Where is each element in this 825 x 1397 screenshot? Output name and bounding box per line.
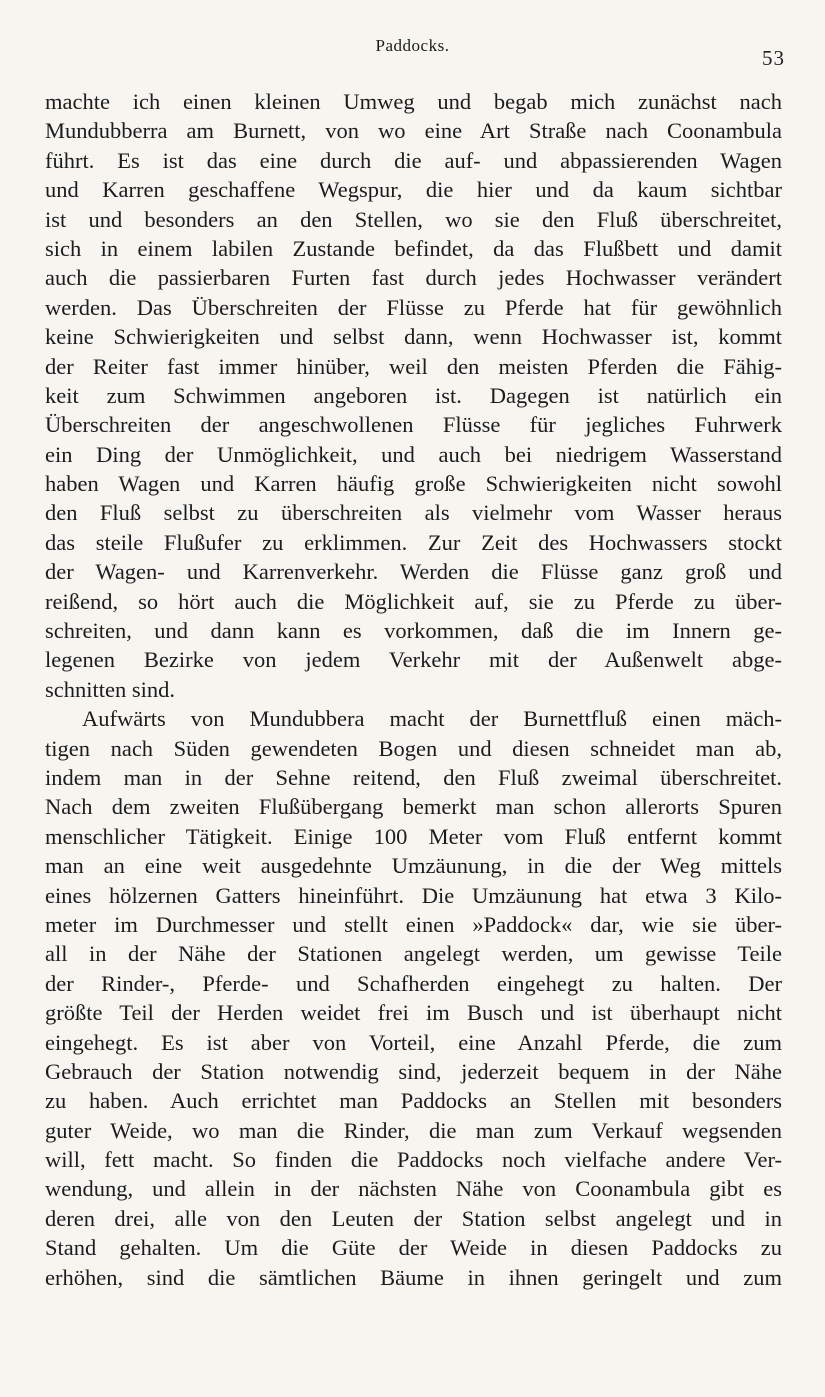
text-line: deren drei, alle von den Leuten der Station selbst angelegt und in <box>45 1205 782 1231</box>
text-line: schnitten sind. <box>45 676 175 702</box>
text-line: wendung, und allein in der nächsten Nähe von Coonambula gibt es <box>45 1176 782 1202</box>
text-line: ein Ding der Unmöglichkeit, und auch bei niedrigem Wasserstand <box>45 441 782 467</box>
text-line: reißend, so hört auch die Möglichkeit auf, sie zu Pferde zu über- <box>45 588 782 614</box>
text-line: Nach dem zweiten Flußübergang bemerkt man schon allerorts Spuren <box>45 794 782 820</box>
text-line: legenen Bezirke von jedem Verkehr mit der Außenwelt abge- <box>45 647 782 673</box>
text-line: man an eine weit ausgedehnte Umzäunung, in die der Weg mittels <box>45 853 782 879</box>
text-line: keine Schwierigkeiten und selbst dann, wenn Hochwasser ist, kommt <box>45 324 782 350</box>
text-line: schreiten, und dann kann es vorkommen, daß die im Innern ge- <box>45 618 782 644</box>
text-line: führt. Es ist das eine durch die auf- und abpassierenden Wagen <box>45 147 782 173</box>
text-line: haben Wagen und Karren häufig große Schwierigkeiten nicht sowohl <box>45 471 782 497</box>
running-title: Paddocks. <box>375 36 450 55</box>
text-line: eines hölzernen Gatters hineinführt. Die Umzäunung hat etwa 3 Kilo- <box>45 882 782 908</box>
text-line: eingehegt. Es ist aber von Vorteil, eine Anzahl Pferde, die zum <box>45 1029 782 1055</box>
paragraph-1 <box>45 87 782 704</box>
text-line: Gebrauch der Station notwendig sind, jederzeit bequem in der Nähe <box>45 1058 782 1084</box>
text-line: der Reiter fast immer hinüber, weil den meisten Pferden die Fähig- <box>45 353 782 379</box>
text-line: keit zum Schwimmen angeboren ist. Dagegen ist natürlich ein <box>45 382 782 408</box>
running-head <box>0 36 825 70</box>
page-number: 53 <box>762 46 785 70</box>
text-line: den Fluß selbst zu überschreiten als vielmehr vom Wasser heraus <box>45 500 782 526</box>
text-line: der Rinder-, Pferde- und Schafherden eingehegt zu halten. Der <box>45 970 782 996</box>
text-line: indem man in der Sehne reitend, den Fluß zweimal überschreitet. <box>45 764 782 790</box>
text-line: machte ich einen kleinen Umweg und begab mich zunächst nach <box>45 89 782 114</box>
text-line: und Karren geschaffene Wegspur, die hier und da kaum sichtbar <box>45 177 782 203</box>
text-line: zu haben. Auch errichtet man Paddocks an Stellen mit besonders <box>45 1088 782 1114</box>
text-line: sich in einem labilen Zustande befindet, da das Flußbett und damit <box>45 235 782 261</box>
text-line: guter Weide, wo man die Rinder, die man zum Verkauf wegsenden <box>45 1117 782 1143</box>
text-line: menschlicher Tätigkeit. Einige 100 Meter vom Fluß entfernt kommt <box>45 823 782 849</box>
text-line: werden. Das Überschreiten der Flüsse zu Pferde hat für gewöhnlich <box>45 294 782 320</box>
text-line: auch die passierbaren Furten fast durch jedes Hochwasser verändert <box>45 265 782 291</box>
text-line: größte Teil der Herden weidet frei im Busch und ist überhaupt nicht <box>45 1000 782 1026</box>
text-line: Überschreiten der angeschwollenen Flüsse für jegliches Fuhrwerk <box>45 412 782 438</box>
text-line: der Wagen- und Karrenverkehr. Werden die Flüsse ganz groß und <box>45 559 782 585</box>
body-text <box>45 87 782 1292</box>
text-line: tigen nach Süden gewendeten Bogen und diesen schneidet man ab, <box>45 735 782 761</box>
text-line: Aufwärts von Mundubbera macht der Burnettfluß einen mäch- <box>82 706 782 732</box>
text-line: Mundubberra am Burnett, von wo eine Art Straße nach Coonambula <box>45 118 782 144</box>
text-line: Stand gehalten. Um die Güte der Weide in diesen Paddocks zu <box>45 1235 782 1261</box>
text-line: meter im Durchmesser und stellt einen »Paddock« dar, wie sie über- <box>45 911 782 937</box>
text-line: will, fett macht. So finden die Paddocks noch vielfache andere Ver- <box>45 1147 782 1173</box>
text-line: erhöhen, sind die sämtlichen Bäume in ihnen geringelt und zum <box>45 1264 782 1290</box>
paragraph-2 <box>45 704 782 1292</box>
text-line: das steile Flußufer zu erklimmen. Zur Zeit des Hochwassers stockt <box>45 529 782 555</box>
text-line: ist und besonders an den Stellen, wo sie den Fluß überschreitet, <box>45 206 782 232</box>
text-line: all in der Nähe der Stationen angelegt werden, um gewisse Teile <box>45 941 782 967</box>
